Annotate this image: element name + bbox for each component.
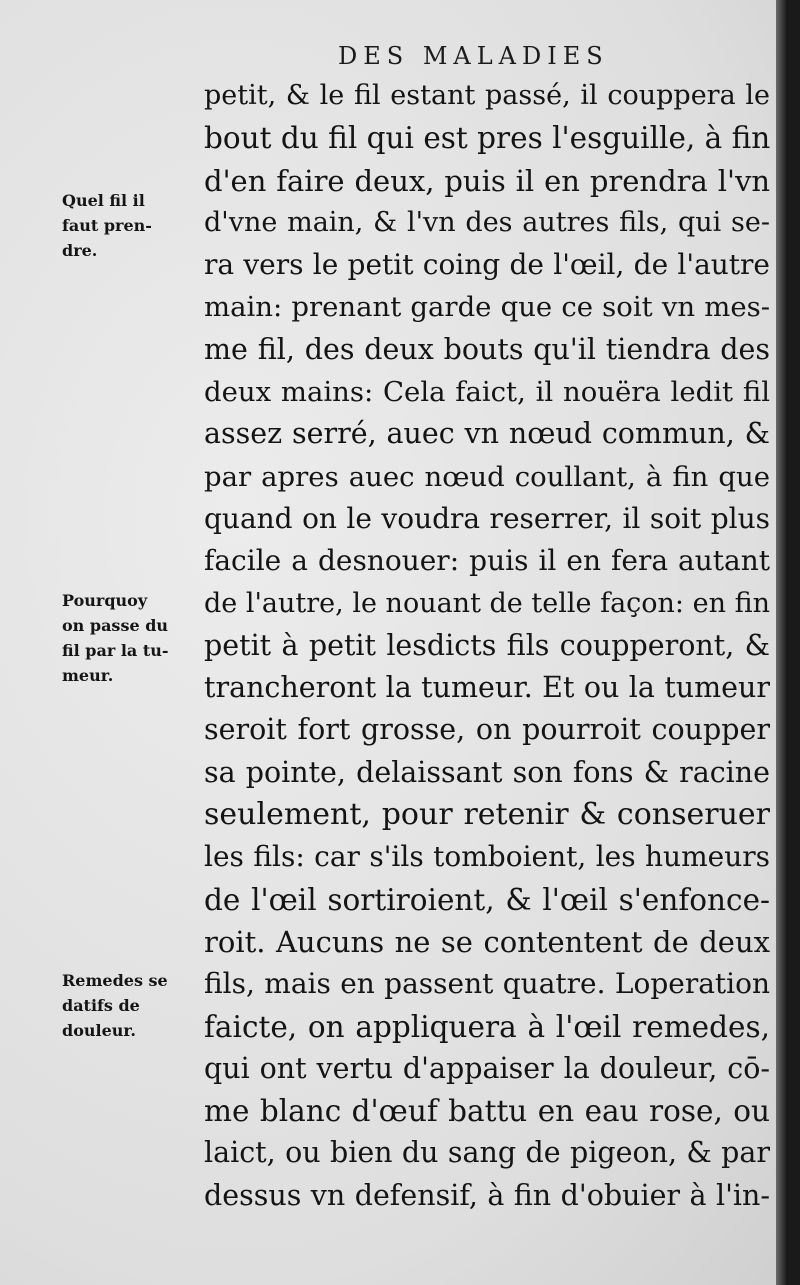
body-line: les fils: car s'ils tomboient, les humeurs: [204, 840, 770, 874]
margin-note-line: meur.: [62, 666, 114, 685]
body-line: fils, mais en passent quatre. Loperation: [204, 967, 770, 1001]
body-line: roit. Aucuns ne se contentent de deux: [204, 924, 770, 959]
body-line: dessus vn defensif, à fin d'obuier à l'in-: [204, 1178, 770, 1212]
margin-note-line: on passe du: [62, 616, 169, 635]
margin-note-line: datifs de: [62, 996, 140, 1015]
body-line: petit, & le fil estant passé, il couppera le: [204, 80, 770, 111]
running-head: DES MALADIES: [338, 42, 609, 70]
page-edge-shadow: [776, 0, 788, 1285]
body-line: facile a desnouer: puis il en fera autant: [204, 544, 770, 578]
margin-note-line: fil par la tu-: [62, 641, 169, 660]
body-line: laict, ou bien du sang de pigeon, & par: [204, 1136, 770, 1170]
body-line: main: prenant garde que ce soit vn mes-: [204, 291, 770, 324]
body-line: assez serré, auec vn nœud commun, &: [204, 417, 770, 451]
body-text: [204, 75, 770, 1217]
body-line: trancheront la tumeur. Et ou la tumeur: [204, 671, 770, 705]
margin-note-line: Quel fil il: [62, 191, 145, 210]
body-line: me blanc d'œuf battu en eau rose, ou: [204, 1094, 770, 1129]
margin-note-remedes: [62, 968, 202, 1043]
body-line: deux mains: Cela faict, il nouëra ledit fil: [204, 376, 770, 409]
body-line: par apres auec nœud coullant, à fin que: [204, 460, 770, 493]
margin-note-line: douleur.: [62, 1021, 136, 1040]
margin-note-line: faut pren-: [62, 216, 152, 235]
body-line: quand on le voudra reserrer, il soit plus: [204, 501, 770, 535]
body-line: qui ont vertu d'appaiser la douleur, cō-: [204, 1051, 770, 1085]
margin-note-line: dre.: [62, 241, 98, 260]
body-line: sa pointe, delaissant son fons & racine: [204, 755, 770, 789]
body-line: me fil, des deux bouts qu'il tiendra des: [204, 332, 770, 366]
body-line: seroit fort grosse, on pourroit coupper: [204, 713, 770, 747]
margin-note-quel-fil: [62, 188, 202, 263]
body-line: d'vne main, & l'vn des autres fils, qui se-: [204, 206, 770, 238]
body-line: faicte, on appliquera à l'œil remedes,: [204, 1009, 770, 1044]
margin-note-line: Remedes se: [62, 971, 168, 990]
body-line: ra vers le petit coing de l'œil, de l'autre: [204, 248, 770, 282]
body-line: petit à petit lesdicts fils coupperont, &: [204, 628, 770, 662]
body-line: de l'œil sortiroient, & l'œil s'enfonce-: [204, 882, 770, 917]
body-line: seulement, pour retenir & conseruer: [204, 797, 770, 833]
margin-note-pourquoy: [62, 588, 202, 688]
margin-note-line: Pourquoy: [62, 591, 148, 610]
body-line: de l'autre, le nouant de telle façon: en fin: [204, 587, 770, 619]
body-line: d'en faire deux, puis il en prendra l'vn: [204, 163, 770, 198]
body-line: bout du fil qui est pres l'esguille, à fin: [204, 121, 771, 156]
